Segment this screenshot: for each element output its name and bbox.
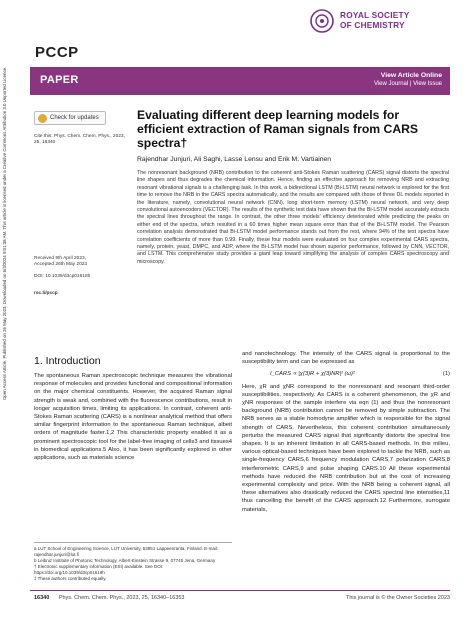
equation-number: (1): [442, 371, 450, 378]
accepted-date: Accepted 26th May 2023: [34, 262, 88, 267]
intro-right-paragraph-1: and nanotechnology. The intensity of the CARS signal is proportional to the susceptibility term and can be expressed as: [242, 351, 450, 366]
divider: [137, 250, 450, 251]
received-date: Received 9th April 2023,: [34, 256, 86, 261]
footnote-affiliation-a: a LUT School of Engineering Science, LUT University, 53851 Lappeenranta, Finland. E-mail: rajendhar.junjuri@lut.fi: [34, 546, 219, 557]
article-title: Evaluating different deep learning models for efficient extraction of Raman signals from CARS spectra†: [137, 108, 419, 150]
check-for-updates-button[interactable]: [34, 111, 106, 125]
rsc-crest-icon: [310, 8, 334, 34]
footnote-affiliation-b: b Leibniz Institute of Photonic Technology, Albert-Einstein Strasse 9, 07745 Jena, Germany: [34, 558, 216, 563]
rsc-logo: [310, 6, 460, 38]
equation-1: [270, 370, 450, 378]
logo-text-line-2: OF CHEMISTRY: [340, 20, 405, 30]
intro-right-column: [242, 350, 450, 514]
footnotes: [34, 542, 232, 582]
license-text: Open Access Article. Published on 26 May 2023. Downloaded on 6/3/2024 9:01:38 AM. This article is licensed under a Creative Commons Attribution 3.0 Unported Licence.: [2, 66, 7, 400]
footer-divider: [30, 590, 450, 591]
journal-site-link[interactable]: rsc.li/pccp: [34, 291, 58, 296]
page-footer: [34, 595, 450, 601]
equation-text: I_CARS ∝ |χ(3)R + χ(3)NR|² (ω)²: [270, 371, 355, 378]
article-type-label: PAPER: [40, 74, 79, 86]
footer-citation: Phys. Chem. Chem. Phys., 2023, 25, 16340–16353: [58, 595, 185, 601]
section-heading-introduction: 1. Introduction: [34, 355, 101, 367]
intro-left-column: The spontaneous Raman spectroscopic technique measures the vibrational response of molecules and provides functional and compositional information on the major chemical constituents. However, the acquired Raman signal strength is weak and, combined with the fluorescence contributions, result in longer acquisition times, limiting its applications. In contrast, coherent anti-Stokes Raman scattering (CARS) is a nonlinear analytical method that offers similar fingerprint information to the spontaneous Raman technique, albeit orders of magnitude faster.1,2 This characteristic property enabled it as a prominent spectroscopic tool for the label-free imaging of cells3 and tissues4 in biomedical applications.5 Also, it has been significantly explored in other applications, such as materials science: [34, 373, 232, 462]
logo-text-line-1: ROYAL SOCIETY: [340, 10, 410, 20]
footnote-esi: † Electronic supplementary information (ESI) available. See DOI: https://doi.org/10.1039/d3cp01618h: [34, 564, 164, 575]
check-for-updates-label: Check for updates: [50, 115, 99, 121]
footnote-equal-contribution: ‡ These authors contributed equally.: [34, 576, 107, 581]
license-sidebar: [2, 66, 26, 400]
footer-copyright: This journal is © the Owner Societies 2023: [345, 595, 450, 601]
journal-name: PCCP: [35, 44, 79, 61]
article-type-banner: [30, 67, 450, 95]
updates-icon: [38, 114, 47, 123]
view-article-online-link[interactable]: View Article Online: [380, 72, 442, 79]
intro-right-paragraph-2: Here, χR and χNR correspond to the nonresonant and resonant third-order susceptibilities, respectively. As CARS is a coherent phenomenon, the χR and χNR responses of the sample interfere via eqn (1) and thus the nonresonant background (NRB) contribution cannot be removed by simple subtraction. The NRB serves as a stable homodyne amplifier which is responsible for the signal strength of CARS. Nevertheless, this coherent contribution simultaneously perturbs the measured CARS signal that significantly distorts the spectral line shapes. It is an inherent limitation in all CARS-based methods. In this milieu, various optical-based techniques have been explored to tackle the NRB, such as single-frequency CARS,6 frequency modulation CARS,7 polarization CARS,8 interferometric CARS,9 and pulse shaping CARS.10 All these experimental methods have reduced the NRB contribution but at the cost of increasing experimental complexity and price. With the NRB being a coherent signal, all these alternatives also drastically reduced the CARS spectral line intensities,11 thus cancelling the benefit of the CARS approach.12 Furthermore, surrogate materials,: [242, 383, 450, 513]
view-journal-link[interactable]: View Journal | View Issue: [373, 81, 442, 87]
page-number: 16340: [34, 595, 50, 601]
doi-link[interactable]: DOI: 10.1039/d3cp01618h: [34, 274, 91, 279]
author-list: Rajendhar Junjuri, Ali Saghi, Lasse Lensu and Erik M. Vartiainen: [137, 156, 332, 163]
citation-info: Cite this: Phys. Chem. Chem. Phys., 2023, 25, 16340: [34, 134, 125, 146]
abstract: The nonresonant background (NRB) contribution to the coherent anti-Stokes Raman scattering (CARS) signal distorts the spectral line shapes and thus degrades the chemical information. Hence, finding an effective approach for removing NRB and extracting resonant vibrational signals is a challenging task. In this work, a bidirectional LSTM (Bi-LSTM) neural network is explored for the first time to remove the NRB in the CARS spectra automatically, and the results are compared with those of three DL models reported in the literature, namely, convolutional neural network (CNN), long short-term memory (LSTM) neural network, and very deep convolutional autoencoders (VECTOR). The results of the synthetic test data have shown that the Bi-LSTM model accurately extracts the spectral lines throughout the range. In contrast, the other three models' efficiency deteriorated while predicting the peaks on either end of the spectra, which resulted in a 60 times higher mean square error than that of the Bi-LSTM model. The Pearson correlation analysis demonstrated that Bi-LSTM model performance stands out from the rest, where 94% of the test spectra have correlation coefficients of more than 0.99. Finally, these four models were evaluated on four complex experimental CARS spectra, namely, protein, yeast, DMPC, and ADP, where the Bi-LSTM model has shown superior performance, followed by CNN, VECTOR, and LSTM. This comprehensive study provides a giant leap toward simplifying the analysis of complex CARS spectroscopy and microscopy.: [137, 170, 449, 265]
